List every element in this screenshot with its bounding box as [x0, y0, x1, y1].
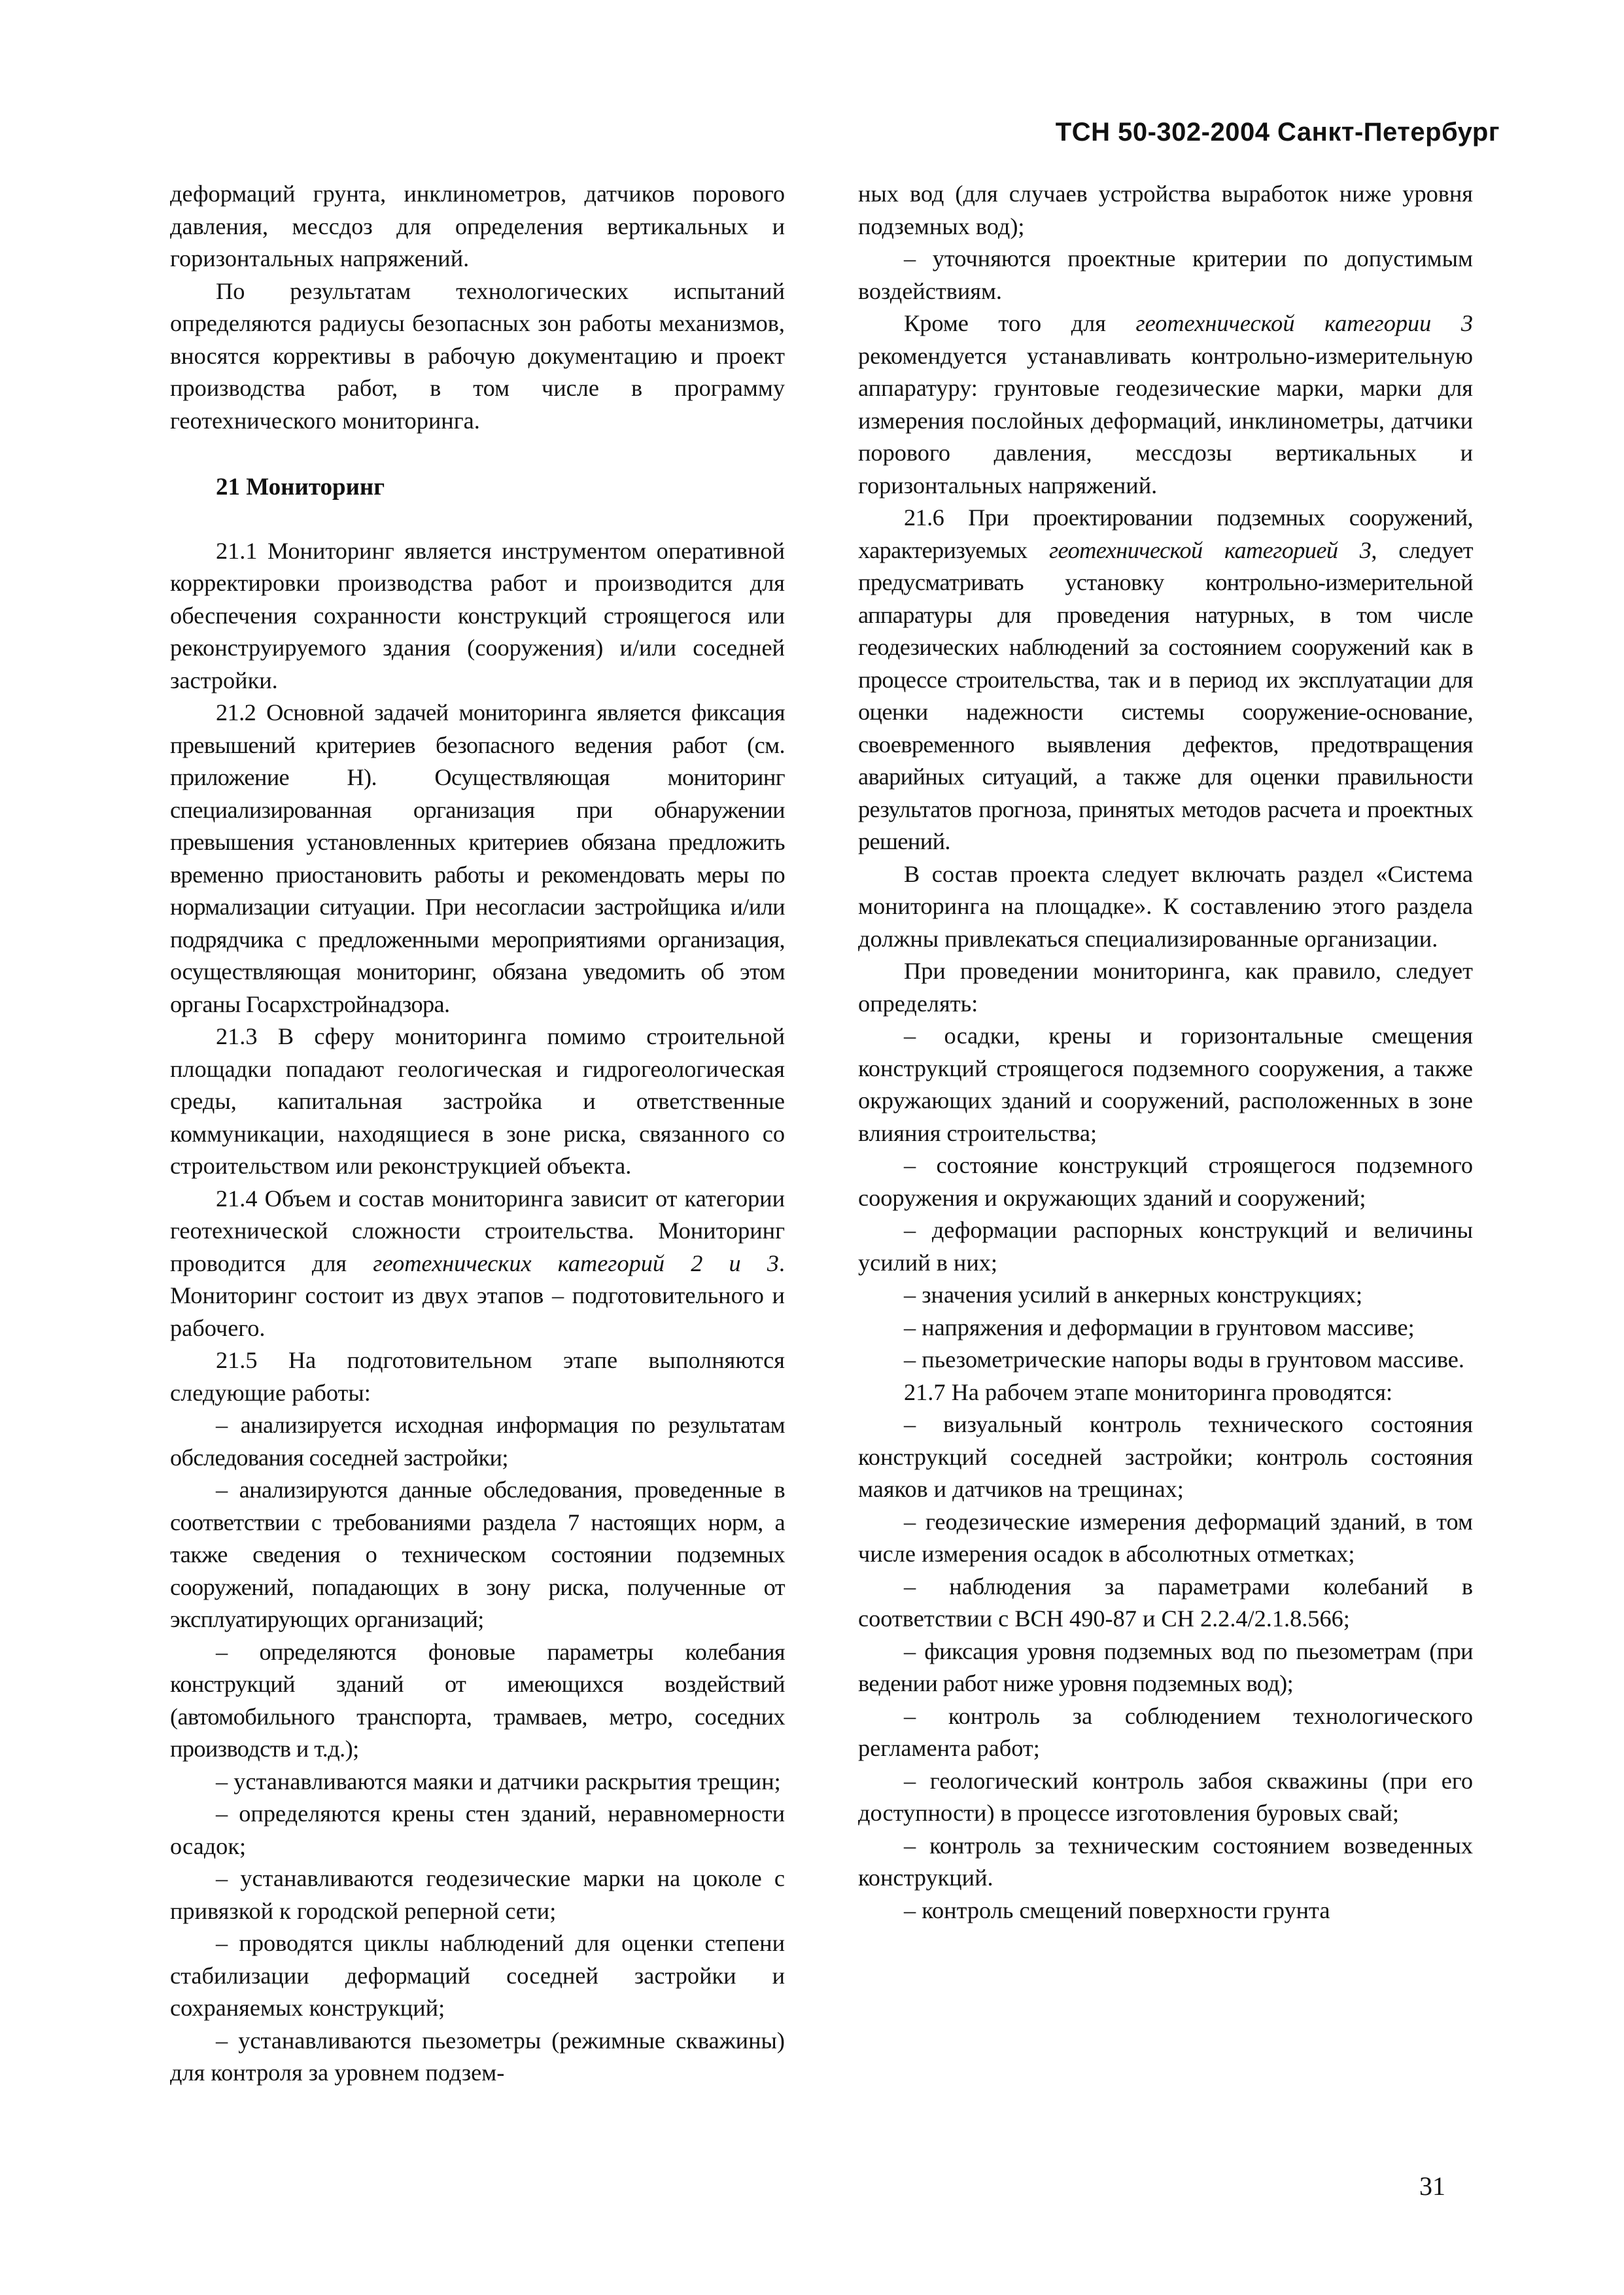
italic-fragment: геотехнической категории 3	[1135, 310, 1473, 336]
text-fragment: 21.4 Объем и состав мониторинга зависит от категории геотехнической сложности строительства. Мониторинг проводится для	[170, 1185, 785, 1276]
left-column	[170, 178, 785, 2090]
text-fragment: 21.6 При проектировании подземных сооружений, характеризуемых	[858, 504, 1473, 563]
list-item: – контроль за техническим состоянием возведенных конструкций.	[858, 1832, 1473, 1891]
paragraph-category-3	[858, 307, 1473, 502]
list-item: – осадки, крены и горизонтальные смещения конструкций строящегося подземного сооружения, а также окружающих зданий и сооружений, расположенных в зоне влияния строительства;	[858, 1023, 1473, 1146]
paragraph-determine: При проведении мониторинга, как правило, следует определять:	[858, 958, 1473, 1017]
paragraph-21-6	[858, 502, 1473, 858]
paragraph-continuation: деформаций грунта, инклинометров, датчиков порового давления, месcдоз для определения вертикальных и горизонтальных напряжений.	[170, 181, 785, 272]
list-item: – устанавливаются геодезические марки на цоколе с привязкой к городской реперной сети;	[170, 1865, 785, 1924]
list-item: – наблюдения за параметрами колебаний в соответствии с ВСН 490-87 и СН 2.2.4/2.1.8.566;	[858, 1573, 1473, 1632]
list-item: – устанавливаются пьезометры (режимные скважины) для контроля за уровнем подзем-	[170, 2027, 785, 2086]
list-item: – определяются фоновые параметры колебания конструкций зданий от имеющихся воздействий (автомобильного транспорта, трамваев, метро, соседних производств и т.д.);	[170, 1638, 785, 1762]
list-item: – определяются крены стен зданий, неравномерности осадок;	[170, 1800, 785, 1859]
text-fragment: Кроме того для	[904, 310, 1136, 336]
paragraph-criteria: – уточняются проектные критерии по допустимым воздействиям.	[858, 245, 1473, 304]
right-column	[858, 178, 1473, 1927]
list-item: – анализируется исходная информация по результатам обследования соседней застройки;	[170, 1412, 785, 1471]
paragraph-21-2: 21.2 Основной задачей мониторинга является фиксация превышений критериев безопасного ведения работ (см. приложение Н). Осуществляющая мониторинг специализированная организация при обнаружении превышения установленных критериев обязана предложить временно приостановить работы и рекомендовать меры по нормализации ситуации. При несогласии застройщика и/или подрядчика с предложенными мероприятиями организация, осуществляющая мониторинг, обязана уведомить об этом органы Госархстройнадзора.	[170, 699, 785, 1017]
text-fragment: рекомендуется устанавливать контрольно-измерительную аппаратуру: грунтовые геодезические марки, марки для измерения послойных деформаций, инклинометры, датчики порового давления, месcдозы вертикальных и горизонтальных напряжений.	[858, 342, 1473, 499]
page-number: 31	[1419, 2171, 1445, 2201]
list-item: – значения усилий в анкерных конструкциях;	[904, 1282, 1363, 1308]
text-fragment: . Мониторинг состоит из двух этапов – подготовительного и рабочего.	[170, 1250, 785, 1341]
italic-fragment: геотехнических категорий 2 и 3	[373, 1250, 779, 1276]
list-item: – напряжения и деформации в грунтовом массиве;	[904, 1314, 1415, 1340]
paragraph-continuation: ных вод (для случаев устройства выработок ниже уровня подземных вод);	[858, 181, 1473, 239]
list-item: – визуальный контроль технического состояния конструкций соседней застройки; контроль состояния маяков и датчиков на трещинах;	[858, 1411, 1473, 1502]
list-item: – пьезометрические напоры воды в грунтовом массиве.	[904, 1346, 1464, 1373]
paragraph-21-4	[170, 1183, 785, 1345]
text-fragment: , следует предусматривать установку контрольно-измерительной аппаратуры для проведения натурных, в том числе геодезических наблюдений за состоянием сооружений как в процессе строительства, так и в период их эксплуатации для оценки надежности системы сооружение-основание, своевременного выявления дефектов, предотвращения аварийных ситуаций, а также для оценки правильности результатов прогноза, принятых методов расчета и проектных решений.	[858, 536, 1473, 854]
list-item: – контроль за соблюдением технологического регламента работ;	[858, 1702, 1473, 1761]
list-item: – геодезические измерения деформаций зданий, в том числе измерения осадок в абсолютных отметках;	[858, 1508, 1473, 1567]
paragraph-21-3: 21.3 В сферу мониторинга помимо строительной площадки попадают геологическая и гидрогеологическая среды, капитальная застройка и ответственные коммуникации, находящиеся в зоне риска, связанного со строительством или реконструкцией объекта.	[170, 1023, 785, 1179]
paragraph-project-section: В состав проекта следует включать раздел «Система мониторинга на площадке». К составлению этого раздела должны привлекаться специализированные организации.	[858, 860, 1473, 952]
list-item: – устанавливаются маяки и датчики раскрытия трещин;	[216, 1768, 781, 1795]
document-code-header: ТСН 50-302-2004 Санкт-Петербург	[1055, 118, 1500, 147]
list-item: – фиксация уровня подземных вод по пьезометрам (при ведении работ ниже уровня подземных вод);	[858, 1638, 1473, 1696]
paragraph-21-7: 21.7 На рабочем этапе мониторинга проводятся:	[904, 1378, 1393, 1405]
list-item: – проводятся циклы наблюдений для оценки степени стабилизации деформаций соседней застройки и сохраняемых конструкций;	[170, 1930, 785, 2021]
list-item: – геологический контроль забоя скважины (при его доступности) в процессе изготовления буровых свай;	[858, 1767, 1473, 1826]
list-item: – состояние конструкций строящегося подземного сооружения и окружающих зданий и сооружений;	[858, 1152, 1473, 1211]
paragraph-tech-tests: По результатам технологических испытаний определяются радиусы безопасных зон работы механизмов, вносятся коррективы в рабочую документацию и проект производства работ, в том числе в программу геотехнического мониторинга.	[170, 277, 785, 434]
italic-fragment: геотехнической категорией 3	[1049, 536, 1372, 563]
paragraph-21-1: 21.1 Мониторинг является инструментом оперативной корректировки производства работ и производится для обеспечения сохранности конструкций строящегося или реконструируемого здания (сооружения) и/или соседней застройки.	[170, 537, 785, 693]
section-heading: 21 Мониторинг	[216, 474, 385, 500]
list-item: – анализируются данные обследования, проведенные в соответствии с требованиями раздела 7 настоящих норм, а также сведения о техническом состоянии подземных сооружений, попадающих в зону риска, полученные от эксплуатирующих организаций;	[170, 1477, 785, 1632]
list-item: – контроль смещений поверхности грунта	[904, 1897, 1330, 1923]
list-item: – деформации распорных конструкций и величины усилий в них;	[858, 1217, 1473, 1276]
paragraph-21-5: 21.5 На подготовительном этапе выполняются следующие работы:	[170, 1347, 785, 1406]
